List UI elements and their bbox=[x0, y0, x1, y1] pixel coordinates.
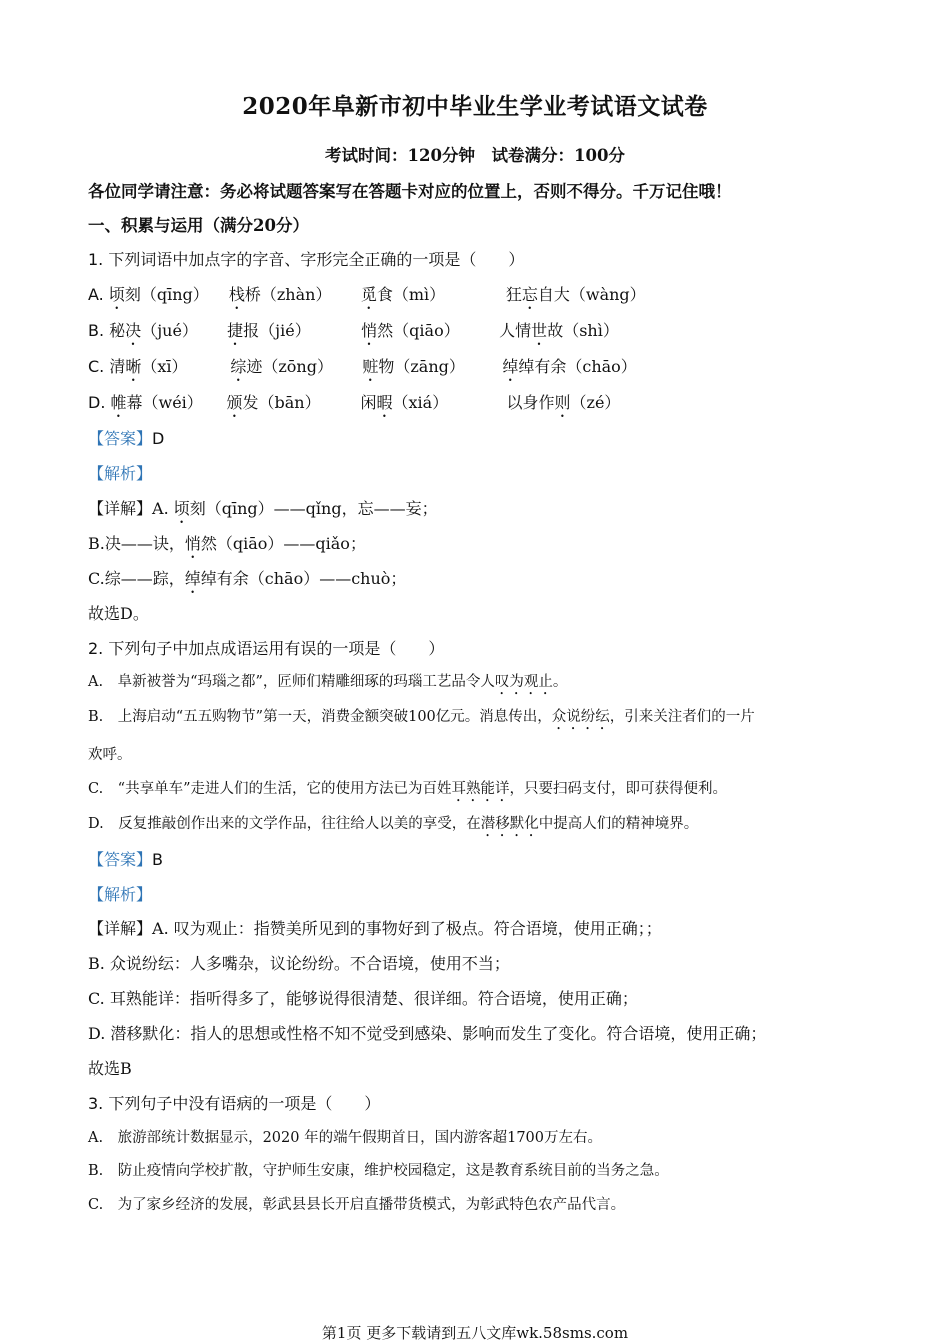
option-item: 以身作则（zé） bbox=[506, 393, 621, 412]
question-2-detail-a: 【详解】A. 叹为观止：指赞美所见到的事物好到了极点。符合语境，使用正确；； bbox=[88, 919, 662, 938]
page-title: 2020年阜新市初中毕业生学业考试语文试卷 bbox=[242, 93, 708, 120]
option-item: 秘决（jué） bbox=[109, 321, 198, 340]
option-item: 狂忘自大（wàng） bbox=[505, 285, 646, 304]
option-label: D. bbox=[88, 393, 111, 412]
option-item: 综迹（zōng） bbox=[230, 357, 333, 376]
detail-tag: 【详解】 bbox=[88, 499, 153, 518]
question-1-text: 1. 下列词语中加点字的字音、字形完全正确的一项是（ ） bbox=[88, 250, 525, 269]
question-3-option-b: B. 防止疫情向学校扩散，守护师生安康，维护校园稳定，这是教育系统目前的当务之急。 bbox=[88, 1163, 669, 1179]
option-item: 帷幕（wéi） bbox=[110, 393, 203, 412]
option-item: 人情世故（shì） bbox=[499, 321, 619, 340]
detail-tag: 【详解】 bbox=[88, 919, 153, 938]
question-1-stem bbox=[88, 247, 524, 270]
question-2-answer bbox=[88, 847, 163, 870]
option-item: 捷报（jié） bbox=[227, 321, 311, 340]
question-1-option-c bbox=[88, 354, 637, 385]
answer-tag: 【答案】 bbox=[88, 850, 153, 869]
question-1-option-d bbox=[88, 390, 620, 421]
option-item: 悄然（qiāo） bbox=[361, 321, 460, 340]
question-3-option-a: A. 旅游部统计数据显示，2020 年的端午假期首日，国内游客超1700万左右。 bbox=[88, 1130, 602, 1146]
question-2-conclusion: 故选B bbox=[88, 1059, 132, 1078]
option-item: 顷刻（qīng） bbox=[108, 285, 209, 304]
question-2-option-c: C. “共享单车”走进人们的生活，它的使用方法已为百姓耳熟能详，只要扫码支付，即可获得便利。 bbox=[88, 781, 728, 797]
question-2-detail-b: B. 众说纷纭：人多嘴杂，议论纷纷。不合语境，使用不当； bbox=[88, 954, 510, 973]
question-1-conclusion: 故选D。 bbox=[88, 604, 149, 623]
option-item: 赃物（zāng） bbox=[362, 357, 465, 376]
answer-value: B bbox=[152, 850, 163, 869]
option-item: 清晰（xī） bbox=[109, 357, 188, 376]
notice: 各位同学请注意：务必将试题答案写在答题卡对应的位置上，否则不得分。千万记住哦！ bbox=[88, 182, 732, 201]
section-heading: 一、积累与运用（满分20分） bbox=[88, 216, 309, 235]
option-item: 绰绰有余（chāo） bbox=[502, 357, 637, 376]
answer-tag: 【答案】 bbox=[88, 429, 153, 448]
question-2-detail-d: D. 潜移默化：指人的思想或性格不知不觉受到感染、影响而发生了变化。符合语境，使用正确； bbox=[88, 1024, 767, 1043]
question-1-detail-b: B.决——诀，悄然（qiāo）——qiǎo； bbox=[88, 534, 366, 553]
question-2-stem: 2. 下列句子中加点成语运用有误的一项是（ ） bbox=[88, 639, 445, 658]
question-2-option-b: B. 上海启动“五五购物节”第一天，消费金额突破100亿元。消息传出，众说纷纭，引来关注者们的一片 bbox=[88, 709, 755, 725]
question-2-analysis-tag: 【解析】 bbox=[88, 885, 153, 904]
question-1-answer bbox=[88, 426, 164, 449]
option-item: 栈桥（zhàn） bbox=[228, 285, 332, 304]
page-footer: 第1页 更多下载请到五八文库wk.58sms.com bbox=[321, 1324, 629, 1342]
question-1-detail-a: 【详解】A. 顷刻（qīng）——qǐng，忘——妄； bbox=[88, 499, 438, 518]
question-1-detail-c: C.综——踪，绰绰有余（chāo）——chuò； bbox=[88, 569, 407, 588]
question-2-option-a: A. 阜新被誉为“玛瑙之都”，匠师们精雕细琢的玛瑙工艺品令人叹为观止。 bbox=[88, 674, 568, 690]
question-2-option-b-cont: 欢呼。 bbox=[88, 747, 132, 763]
question-1-analysis-tag: 【解析】 bbox=[88, 464, 153, 483]
question-2-option-d: D. 反复推敲创作出来的文学作品，往往给人以美的享受，在潜移默化中提高人们的精神境界。 bbox=[88, 816, 699, 832]
answer-value: D bbox=[152, 429, 165, 448]
exam-info: 考试时间：120分钟 试卷满分：100分 bbox=[325, 146, 625, 165]
option-label: C. bbox=[88, 357, 110, 376]
question-3-option-c: C. 为了家乡经济的发展，彰武县县长开启直播带货模式，为彰武特色农产品代言。 bbox=[88, 1197, 626, 1213]
option-item: 闲暇（xiá） bbox=[360, 393, 449, 412]
question-2-detail-c: C. 耳熟能详：指听得多了，能够说得很清楚、很详细。符合语境，使用正确； bbox=[88, 989, 638, 1008]
option-item: 颁发（bān） bbox=[226, 393, 321, 412]
question-1-option-a bbox=[88, 282, 646, 313]
question-3-stem: 3. 下列句子中没有语病的一项是（ ） bbox=[88, 1094, 381, 1113]
option-item: 觅食（mì） bbox=[360, 285, 446, 304]
option-label: A. bbox=[88, 285, 109, 304]
question-1-option-b bbox=[88, 318, 619, 349]
option-label: B. bbox=[88, 321, 110, 340]
